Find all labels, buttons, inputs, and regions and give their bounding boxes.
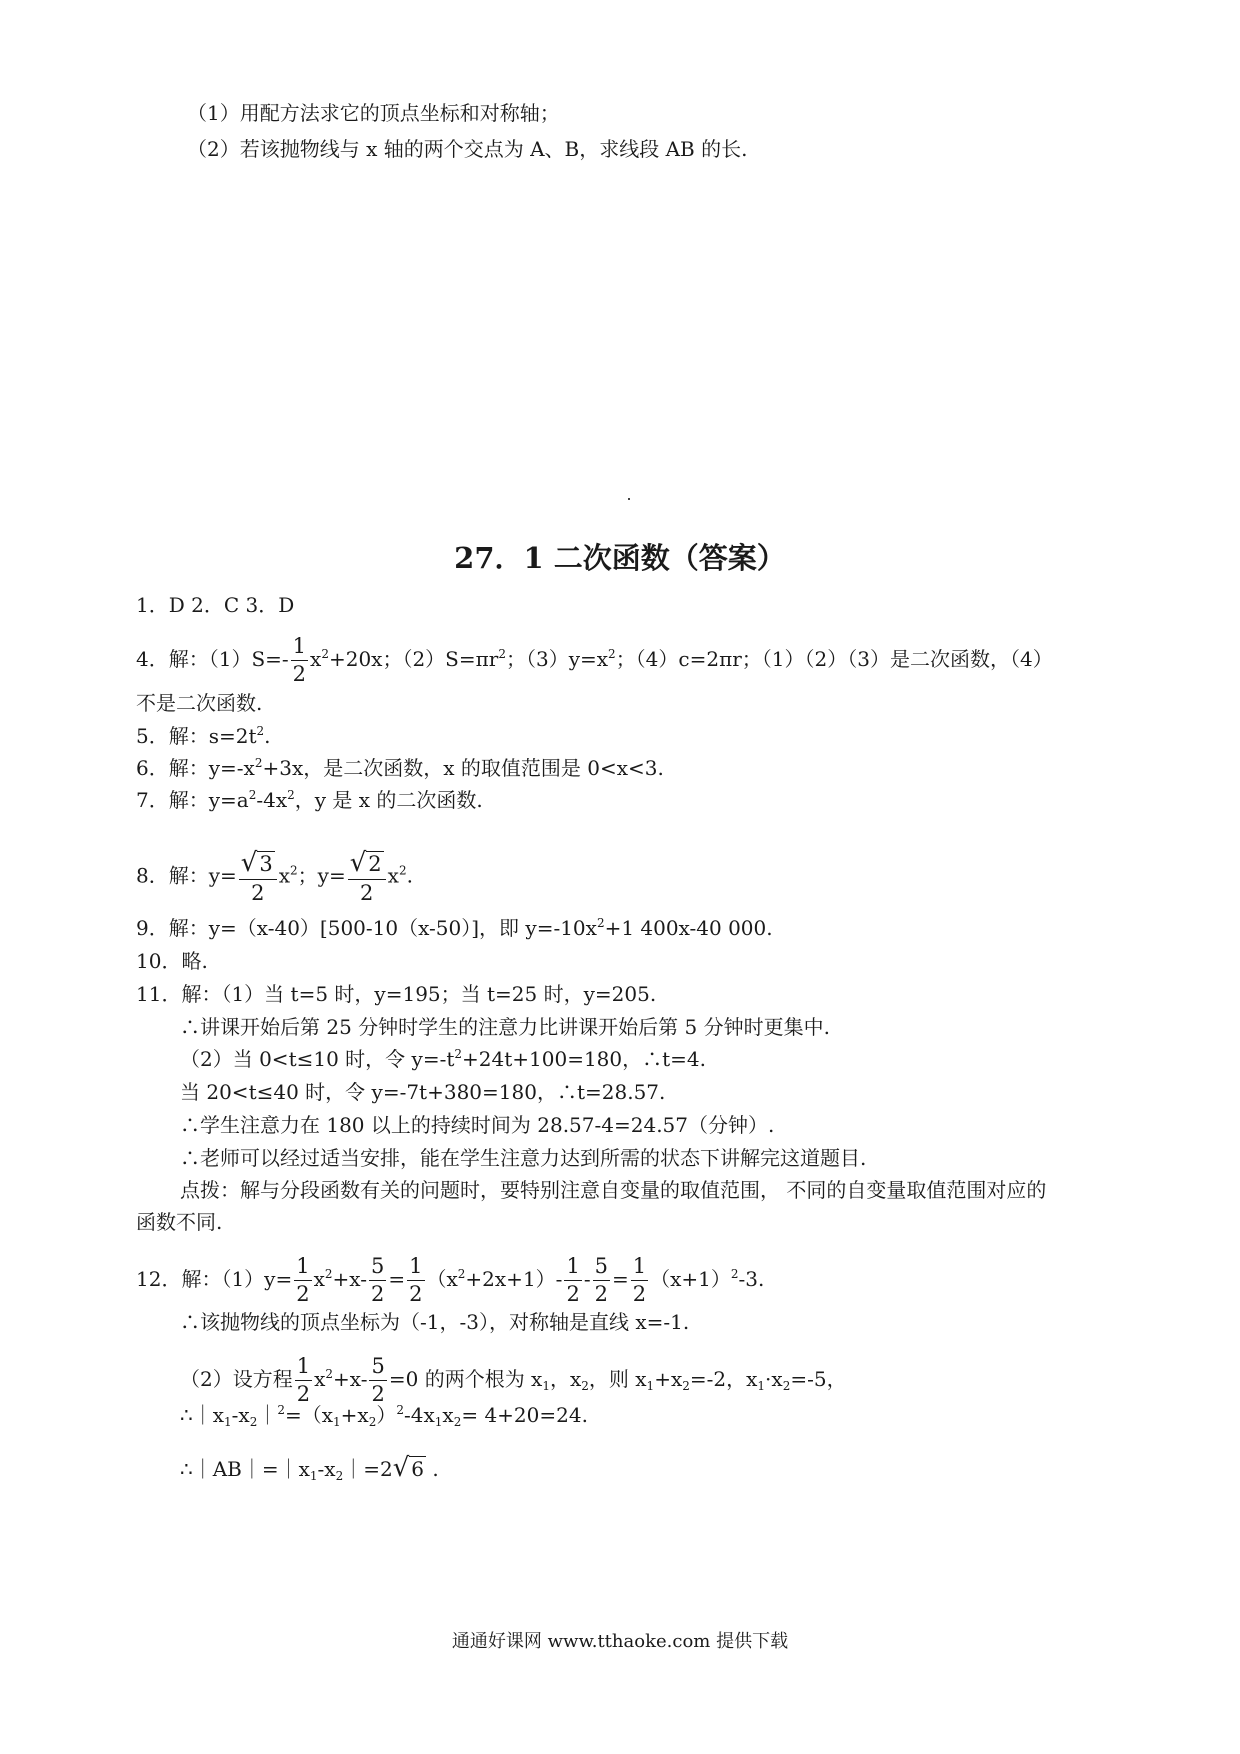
stray-dot [628, 498, 630, 500]
answer-12-line-1: 12．解：（1）y= $\frac{1}{2}$ $x^2+x-$ $\frac{5}{2}$ = $\frac{1}{2}$ $(x^2+2x+1)-$ $\frac{1}{2}$ - $\frac{5}{2}$ = $\frac{1}{2}$ $(x+1)^2-3$. [136, 1254, 765, 1306]
answer-11-hint: 点拨：解与分段函数有关的问题时，要特别注意自变量的取值范围， 不同的自变量取值范围对应的 [180, 1178, 1047, 1202]
fraction: $\frac{1}{2}$ [296, 1354, 311, 1406]
fraction: $\frac{1}{2}$ [566, 1254, 580, 1306]
answer-11-line-4: 当 20<t≤40 时，令 y=-7t+380=180，∴t=28.57. [180, 1080, 666, 1104]
sqrt-sign: √ [349, 848, 367, 878]
fraction: $\frac{√3}{2}$ [239, 850, 277, 904]
fraction: $\frac{5}{2}$ [594, 1254, 608, 1306]
sqrt-sign: √ [240, 848, 258, 878]
answer-1-3: 1．D 2．C 3．D [136, 593, 295, 617]
answer-11-line-2: ∴讲课开始后第 25 分钟时学生的注意力比讲课开始后第 5 分钟时更集中. [180, 1015, 830, 1039]
footer-credit: 通通好课网 www.tthaoke.com 提供下载 [451, 1631, 789, 1652]
fraction: $\frac{1}{2}$ [632, 1254, 647, 1306]
fraction: $\frac{1}{2}$ [292, 634, 307, 686]
answer-9: 9．解：y=（x-40）[500-10（x-50）]，即 $y=-10x^2+1$ 400x-40 000. [136, 916, 773, 940]
answer-5: 5．解：$s=2t^2$. [136, 724, 271, 748]
fraction: $\frac{1}{2}$ [409, 1254, 423, 1306]
question-part-2: （2）若该抛物线与 x 轴的两个交点为 A、B，求线段 AB 的长. [187, 137, 748, 161]
page-title: 27．1 二次函数（答案） [454, 541, 786, 575]
fraction: $\frac{1}{2}$ [296, 1254, 310, 1306]
answer-10: 10．略. [136, 949, 208, 973]
answer-11-hint-continued: 函数不同. [136, 1210, 223, 1234]
fraction: $\frac{√2}{2}$ [348, 850, 386, 904]
answer-11-line-1: 11．解：（1）当 t=5 时，y=195；当 t=25 时，y=205. [136, 982, 657, 1006]
answer-6: 6．解：$y=-x^2+3x$，是二次函数，x 的取值范围是 0<x<3. [136, 756, 664, 780]
question-part-1: （1）用配方法求它的顶点坐标和对称轴； [187, 101, 560, 125]
answer-7: 7．解：$y=a^2-4x^2$，y 是 x 的二次函数. [136, 788, 483, 812]
answer-12-line-2: ∴该抛物线的顶点坐标为（-1，-3），对称轴是直线 x=-1. [180, 1310, 690, 1334]
answer-8: 8．解：y= $\frac{√3}{2}$ $x^2$；y= $\frac{√2}{2}$ $x^2$. [136, 848, 413, 905]
sqrt-sign: √ [392, 1453, 410, 1483]
answer-4-continued: 不是二次函数. [136, 691, 263, 715]
fraction: $\frac{5}{2}$ [371, 1354, 385, 1406]
answer-11-line-3: （2）当 0<t≤10 时，令 $y=-t^2+24t+100=180$，∴t=4. [180, 1047, 706, 1071]
answer-12-line-5: $\therefore|AB|=|x_1-x_2|=2√$ 6 . [180, 1453, 439, 1483]
answer-11-line-5: ∴学生注意力在 180 以上的持续时间为 28.57-4=24.57（分钟）. [180, 1113, 775, 1137]
answer-12-line-3: （2）设方程 $\frac{1}{2}$ $x^2+x-$ $\frac{5}{2}$ =0 的两个根为 $x_1$，$x_2$，则 $x_1+x_2=-2$，$x_1\cdot x_2=-5$， [180, 1354, 847, 1406]
answer-4: 4．解：（1）S=- $\frac{1}{2}$ $x^2+20x$；$(2)S=\pi r^2$；$(3)y=x^2$；（4）c=2πr；（1）（2）（3）是二次函数，（4） [136, 634, 1053, 686]
answer-11-line-6: ∴老师可以经过适当安排，能在学生注意力达到所需的状态下讲解完这道题目. [180, 1146, 867, 1170]
fraction: $\frac{5}{2}$ [370, 1254, 385, 1306]
answer-12-line-4: $\therefore|x_1-x_2|^2=(x_1+x_2)^2-4x_1x_2= 4+20=24$. [180, 1403, 588, 1429]
